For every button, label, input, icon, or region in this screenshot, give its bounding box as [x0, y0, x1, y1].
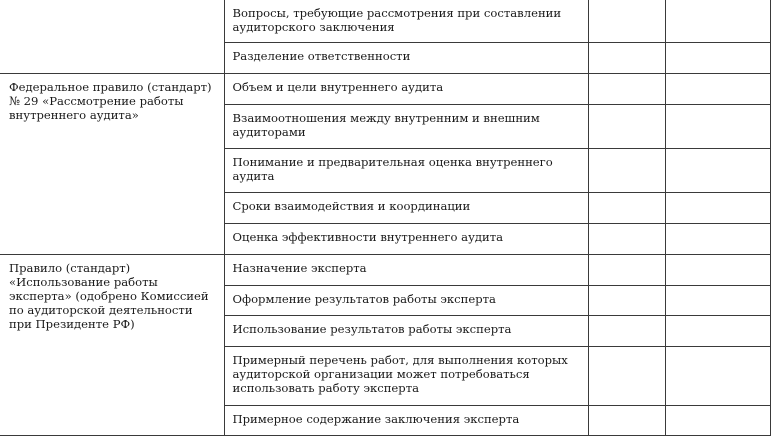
- empty-cell: [588, 224, 665, 255]
- topic-text: Примерный перечень работ, для выполнения которых аудиторской организации может потребоваться использовать работу эксперта: [232, 353, 568, 395]
- empty-cell: [588, 286, 665, 316]
- standard-name: [0, 0, 224, 10]
- empty-cell: [665, 74, 770, 105]
- topic-text: Вопросы, требующие рассмотрения при составлении аудиторского заключения: [232, 6, 562, 34]
- topic-text: Разделение ответственности: [232, 49, 411, 63]
- empty-cell: [665, 406, 770, 436]
- empty-cell: [665, 193, 770, 224]
- topic-text: Объем и цели внутреннего аудита: [232, 80, 444, 94]
- empty-cell: [665, 224, 770, 255]
- topic-cell: [224, 74, 588, 105]
- empty-cell: [588, 74, 665, 105]
- topic-cell: [224, 105, 588, 149]
- topic-cell: [224, 193, 588, 224]
- empty-cell: [665, 43, 770, 74]
- empty-cell: [588, 105, 665, 149]
- standard-name: Федеральное правило (стандарт) № 29 «Рассмотрение работы внутреннего аудита»: [9, 80, 212, 122]
- topic-cell: [224, 286, 588, 316]
- empty-cell: [588, 347, 665, 406]
- standard-name: Правило (стандарт) «Использование работы эксперта» (одобрено Комиссией по аудиторской деятельности при Президенте РФ): [9, 261, 209, 331]
- topic-cell: [224, 347, 588, 406]
- empty-cell: [588, 193, 665, 224]
- empty-cell: [588, 406, 665, 436]
- topic-cell: [224, 43, 588, 74]
- topic-text: Взаимоотношения между внутренним и внешним аудиторами: [232, 111, 540, 139]
- topic-text: Сроки взаимодействия и координации: [232, 199, 471, 213]
- topic-text: Оформление результатов работы эксперта: [232, 292, 496, 306]
- empty-cell: [588, 43, 665, 74]
- topic-text: Оценка эффективности внутреннего аудита: [232, 230, 504, 244]
- empty-cell: [588, 149, 665, 193]
- empty-cell: [588, 255, 665, 286]
- topic-cell: [224, 224, 588, 255]
- topic-cell: [224, 406, 588, 436]
- standard-cell: [0, 0, 224, 74]
- empty-cell: [665, 105, 770, 149]
- topic-cell: [224, 149, 588, 193]
- standard-cell: [0, 255, 224, 436]
- empty-cell: [665, 0, 770, 43]
- topic-text: Использование результатов работы эксперта: [232, 322, 512, 336]
- empty-cell: [665, 347, 770, 406]
- empty-cell: [665, 286, 770, 316]
- empty-cell: [588, 316, 665, 347]
- topic-text: Примерное содержание заключения эксперта: [232, 412, 520, 426]
- empty-cell: [665, 255, 770, 286]
- standard-cell: [0, 74, 224, 255]
- empty-cell: [588, 0, 665, 43]
- topic-text: Понимание и предварительная оценка внутреннего аудита: [232, 155, 553, 183]
- table-row: [0, 0, 770, 43]
- table-row: [0, 74, 770, 105]
- topic-cell: [224, 255, 588, 286]
- topic-cell: [224, 0, 588, 43]
- empty-cell: [665, 149, 770, 193]
- topic-text: Назначение эксперта: [232, 261, 367, 275]
- table-row: [0, 255, 770, 286]
- empty-cell: [665, 316, 770, 347]
- topic-cell: [224, 316, 588, 347]
